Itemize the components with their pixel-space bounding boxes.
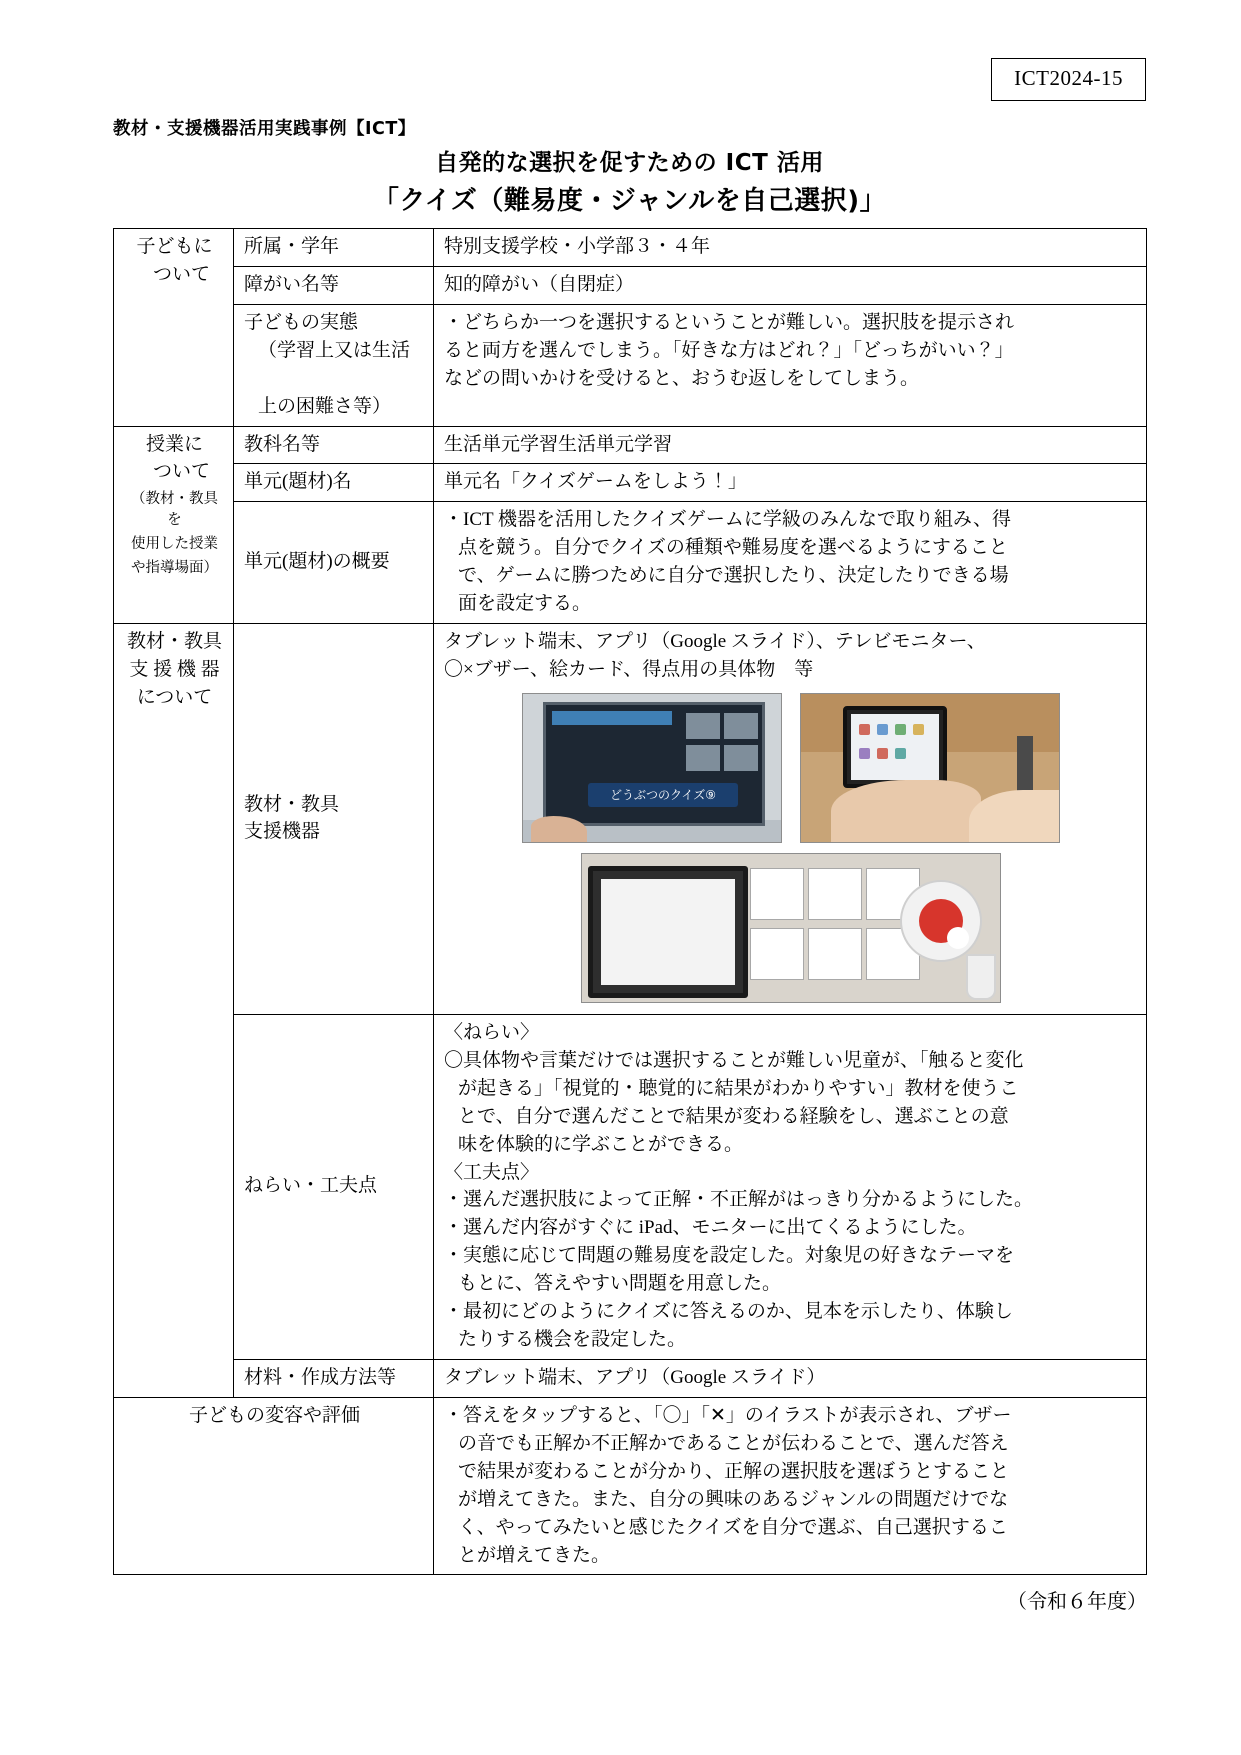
child-tablet-photo <box>800 693 1060 843</box>
label-aim-and-devices: ねらい・工夫点 <box>234 1014 434 1359</box>
desk-photo-buzzer <box>900 880 982 962</box>
label-teaching-materials-line1: 教材・教具 <box>244 793 340 815</box>
device-item-4: ・最初にどのようにクイズに答えるのか、見本を示したり、体験し <box>444 1301 1013 1323</box>
label-child-condition-line1: 子どもの実態 <box>244 311 359 333</box>
category-lesson-line1: 授業に <box>145 433 203 455</box>
device-item-1: ・選んだ選択肢によって正解・不正解がはっきり分かるようにした。 <box>444 1189 1034 1211</box>
table-row <box>114 266 1147 304</box>
table-row <box>114 426 1147 464</box>
tablet-photo-icon-4 <box>913 724 924 735</box>
tv-photo-header-bar <box>552 711 672 725</box>
label-disability-name: 障がい名等 <box>234 266 434 304</box>
aim-line2: が起きる」「視覚的・聴覚的に結果がわかりやすい」教材を使うこ <box>458 1077 1019 1099</box>
value-child-outcome <box>434 1397 1147 1575</box>
value-child-condition-line3: などの問いかけを受けると、おうむ返しをしてしまう。 <box>444 367 920 389</box>
category-lesson <box>114 426 234 624</box>
outcome-line1: ・答えをタップすると、「〇」「✕」のイラストが表示され、ブザー <box>444 1404 1012 1426</box>
tablet-photo-icon-2 <box>877 724 888 735</box>
label-child-condition <box>234 304 434 426</box>
label-child-condition-line3: 上の困難さ等） <box>258 395 392 417</box>
category-child <box>114 229 234 427</box>
value-unit-name: 単元名「クイズゲームをしよう！」 <box>434 464 1147 502</box>
outcome-line2: の音でも正解か不正解かであることが伝わることで、選んだ答え <box>458 1432 1009 1454</box>
category-materials-line2: 支 援 機 器 <box>129 658 220 680</box>
value-unit-overview-line1: ・ICT 機器を活用したクイズゲームに学級のみんなで取り組み、得 <box>444 509 1012 531</box>
table-row <box>114 1359 1147 1397</box>
materials-on-desk-photo <box>581 853 1001 1003</box>
value-child-condition <box>434 304 1147 426</box>
photo-gallery <box>444 693 1138 1003</box>
tablet-photo-icon-3 <box>895 724 906 735</box>
outcome-line4: が増えてきた。また、自分の興味のあるジャンルの問題だけでな <box>458 1488 1009 1510</box>
label-subject-name: 教科名等 <box>234 426 434 464</box>
category-lesson-line2: ついて <box>152 461 210 483</box>
outcome-line5: く、やってみたいと感じたクイズを自分で選ぶ、自己選択するこ <box>458 1516 1008 1538</box>
device-item-3-cont: もとに、答えやすい問題を用意した。 <box>458 1273 782 1295</box>
device-heading: 〈工夫点〉 <box>444 1161 540 1183</box>
value-unit-overview <box>434 502 1147 624</box>
practice-case-table <box>113 228 1147 1575</box>
label-making-method: 材料・作成方法等 <box>234 1359 434 1397</box>
tv-photo-monitor <box>543 702 765 826</box>
label-unit-overview: 単元(題材)の概要 <box>234 502 434 624</box>
value-teaching-materials <box>434 624 1147 1015</box>
table-row <box>114 464 1147 502</box>
doc-id-container <box>113 58 1146 101</box>
desk-photo-card-2 <box>808 868 862 920</box>
desk-photo-buzzer-center <box>947 927 969 949</box>
photo-row-bottom <box>444 853 1138 1003</box>
desk-photo-tablet-screen <box>601 879 735 985</box>
label-unit-name: 単元(題材)名 <box>234 464 434 502</box>
tablet-photo-adult-arm <box>969 790 1059 842</box>
value-child-condition-line2: ると両方を選んでしまう。「好きな方はどれ？」「どっちがいい？」 <box>444 339 1014 361</box>
tablet-photo-icon-7 <box>895 748 906 759</box>
tv-photo-thumb-3 <box>686 745 720 771</box>
photo-row-top <box>444 693 1138 843</box>
document-id-badge: ICT2024-15 <box>991 58 1146 101</box>
device-item-4-cont: たりする機会を設定した。 <box>458 1329 687 1351</box>
document-title-line1: 自発的な選択を促すための ICT 活用 <box>435 150 824 176</box>
category-child-line2: ついて <box>152 263 210 285</box>
value-unit-overview-line4: 面を設定する。 <box>458 593 592 615</box>
value-disability-name: 知的障がい（自閉症） <box>434 266 1147 304</box>
table-row <box>114 1014 1147 1359</box>
category-lesson-note3: や指導場面） <box>131 560 218 577</box>
outcome-line3: で結果が変わることが分かり、正解の選択肢を選ぼうとすること <box>458 1460 1010 1482</box>
aim-heading: 〈ねらい〉 <box>444 1021 540 1043</box>
desk-photo-card-5 <box>808 928 862 980</box>
label-affiliation-grade: 所属・学年 <box>234 229 434 267</box>
desk-photo-card-set <box>750 868 920 986</box>
desk-photo-buzzer-red <box>919 899 963 943</box>
aim-line4: 味を体験的に学ぶことができる。 <box>458 1133 744 1155</box>
category-materials-line3: について <box>136 686 213 708</box>
desk-photo-tablet-case <box>588 866 748 998</box>
table-row <box>114 229 1147 267</box>
category-materials <box>114 624 234 1398</box>
device-item-2: ・選んだ内容がすぐに iPad、モニターに出てくるようにした。 <box>444 1217 977 1239</box>
desk-photo-buzzer-handle <box>966 954 996 1000</box>
tablet-photo-child-arm <box>831 780 981 842</box>
desk-photo-card-1 <box>750 868 804 920</box>
label-teaching-materials <box>234 624 434 1015</box>
aim-line3: とで、自分で選んだことで結果が変わる経験をし、選ぶことの意 <box>458 1105 1009 1127</box>
category-child-line1: 子どもに <box>136 236 213 257</box>
label-teaching-materials-line2: 支援機器 <box>244 821 321 843</box>
category-lesson-note2: 使用した授業 <box>131 536 218 553</box>
value-unit-overview-line2: 点を競う。自分でクイズの種類や難易度を選べるようにすること <box>458 537 1008 559</box>
tablet-photo-icon-1 <box>859 724 870 735</box>
tablet-photo-icon-5 <box>859 748 870 759</box>
value-teaching-materials-line2: 〇×ブザー、絵カード、得点用の具体物 等 <box>444 658 814 680</box>
tv-photo-caption: どうぶつのクイズ⑨ <box>588 783 738 807</box>
tv-quiz-screen-photo <box>522 693 782 843</box>
tablet-photo-device <box>843 706 947 788</box>
label-child-condition-line2: （学習上又は生活 <box>258 339 411 361</box>
desk-photo-card-4 <box>750 928 804 980</box>
label-child-outcome: 子どもの変容や評価 <box>114 1397 434 1575</box>
table-row <box>114 1397 1147 1575</box>
device-item-3: ・実態に応じて問題の難易度を設定した。対象児の好きなテーマを <box>444 1245 1015 1267</box>
document-kicker: 教材・支援機器活用実践事例【ICT】 <box>113 119 416 139</box>
value-affiliation-grade: 特別支援学校・小学部３・４年 <box>434 229 1147 267</box>
footer-year-note: （令和６年度） <box>1007 1591 1147 1614</box>
category-materials-line1: 教材・教具 <box>126 631 222 653</box>
document-title-line2: 「クイズ（難易度・ジャンルを自己選択)」 <box>372 186 887 216</box>
table-row <box>114 502 1147 624</box>
value-making-method: タブレット端末、アプリ（Google スライド） <box>434 1359 1147 1397</box>
value-child-condition-line1: ・どちらか一つを選択するということが難しい。選択肢を提示され <box>444 311 1015 333</box>
value-subject-name: 生活単元学習生活単元学習 <box>434 426 1147 464</box>
category-lesson-note1: （教材・教具を <box>131 491 218 529</box>
tv-photo-thumb-2 <box>724 713 758 739</box>
outcome-line6: とが増えてきた。 <box>458 1544 611 1566</box>
table-row <box>114 624 1147 1015</box>
tv-photo-thumb-4 <box>724 745 758 771</box>
value-aim-and-devices <box>434 1014 1147 1359</box>
value-unit-overview-line3: で、ゲームに勝つために自分で選択したり、決定したりできる場 <box>458 565 1009 587</box>
tv-photo-thumb-1 <box>686 713 720 739</box>
tablet-photo-screen <box>851 714 939 780</box>
value-teaching-materials-line1: タブレット端末、アプリ（Google スライド）、テレビモニター、 <box>444 631 986 653</box>
tablet-photo-icon-6 <box>877 748 888 759</box>
table-row <box>114 304 1147 426</box>
aim-line1: 〇具体物や言葉だけでは選択することが難しい児童が、「触ると変化 <box>444 1049 1024 1071</box>
